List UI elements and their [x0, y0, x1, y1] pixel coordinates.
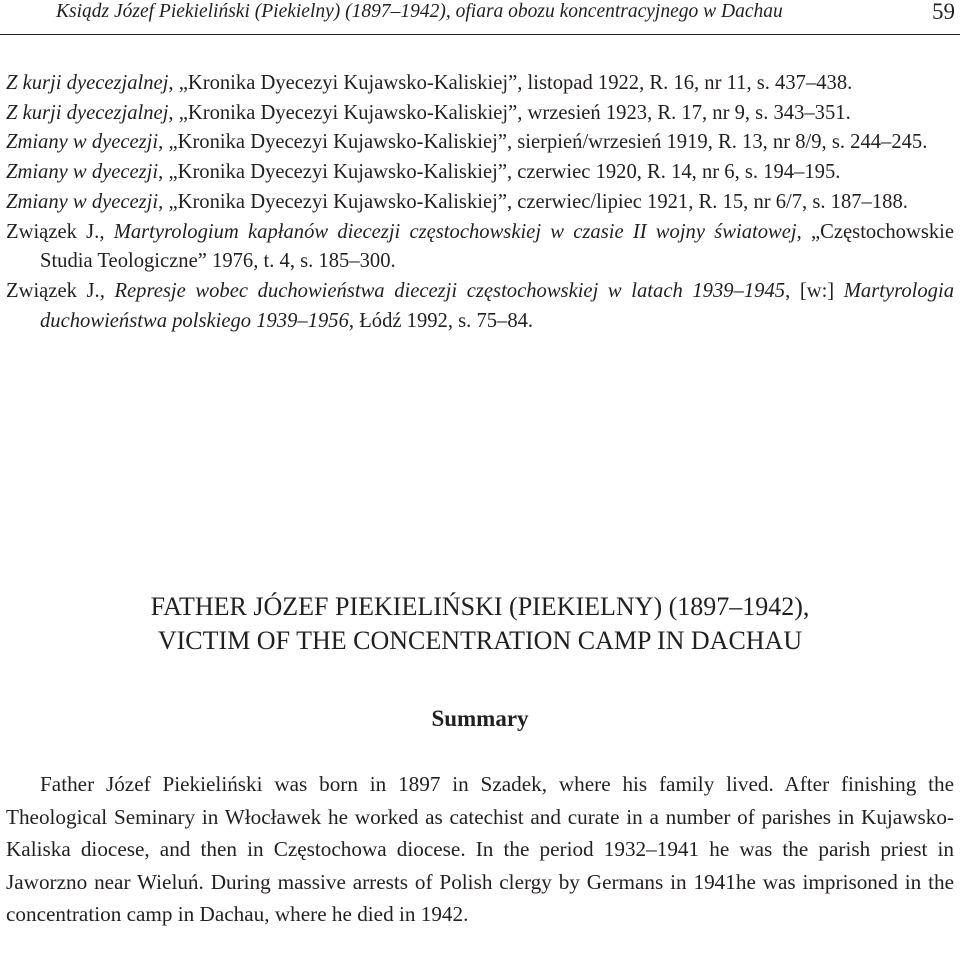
reference-title: Z kurji dyecezjalnej — [6, 72, 169, 94]
reference-details: , „Kronika Dyecezyi Kujawsko-Kaliskiej”, wrzesień 1923, R. 17, nr 9, s. 343–351. — [168, 101, 851, 124]
summary-paragraph — [6, 768, 954, 931]
reference-publication: , Łódź 1992, s. 75–84. — [348, 309, 534, 332]
page-number: 59 — [932, 0, 955, 24]
bibliography — [6, 69, 954, 336]
reference-author: Związek J. — [6, 279, 100, 302]
reference-title: Zmiany w dyecezji — [6, 131, 159, 154]
summary-heading: Summary — [431, 706, 529, 731]
reference-title: , Represje wobec duchowieństwa diecezji częstochowskiej w latach 1939–1945 — [99, 279, 786, 302]
reference-author: Związek J. — [6, 220, 100, 243]
reference-details: , „Kronika Dyecezyi Kujawsko-Kaliskiej”, sierpień/wrzesień 1919, R. 13, nr 8/9, s. 244–245. — [158, 131, 928, 154]
reference-title: Z kurji dyecezjalnej — [6, 101, 169, 124]
reference-details: , „Kronika Dyecezyi Kujawsko-Kaliskiej”, czerwiec 1920, R. 14, nr 6, s. 194–195. — [158, 161, 841, 184]
summary-text: Father Józef Piekieliński was born in 1897 in Szadek, where his family lived. After finishing the Theological Seminary in Włocławek he worked as catechist and curate in a number of parishes in Kujawsko-Kaliska diocese, and then in Częstochowa diocese. In the period 1932–1941 he was the parish priest in Jaworzno near Wieluń. During massive arrests of Polish clergy by Germans in 1941he was imprisoned in the concentration camp in Dachau, where he died in 1942. — [6, 772, 954, 927]
reference-entry — [6, 128, 954, 158]
english-title-line-1: FATHER JÓZEF PIEKIELIŃSKI (PIEKIELNY) (1897–1942), — [150, 592, 810, 621]
english-title-line-2: VICTIM OF THE CONCENTRATION CAMP IN DACHAU — [157, 626, 803, 655]
english-title — [0, 590, 960, 658]
reference-entry — [6, 277, 954, 336]
reference-entry — [6, 158, 954, 188]
reference-entry — [6, 69, 954, 99]
reference-details: , „Kronika Dyecezyi Kujawsko-Kaliskiej”, listopad 1922, R. 16, nr 11, s. 437–438. — [168, 72, 853, 94]
reference-entry — [6, 188, 954, 218]
reference-entry — [6, 218, 954, 277]
reference-title: Zmiany w dyecezji — [6, 190, 159, 213]
reference-details: , „Częstochowskie Studia Teologiczne” 1976, t. 4, s. 185–300. — [40, 220, 954, 273]
reference-details: , [w:] — [785, 279, 844, 302]
running-title: Ksiądz Józef Piekieliński (Piekielny) (1897–1942), ofiara obozu koncentracyjnego w Dachau — [56, 1, 783, 22]
running-header — [0, 0, 960, 35]
reference-book-title: Martyrologia duchowieństwa polskiego 1939–1956 — [40, 279, 954, 332]
reference-entry — [6, 99, 954, 129]
reference-title: , Martyrologium kapłanów diecezji częstochowskiej w czasie II wojny światowej — [99, 220, 797, 243]
reference-title: Zmiany w dyecezji — [6, 161, 159, 184]
reference-details: , „Kronika Dyecezyi Kujawsko-Kaliskiej”, czerwiec/lipiec 1921, R. 15, nr 6/7, s. 187–188. — [158, 190, 908, 213]
